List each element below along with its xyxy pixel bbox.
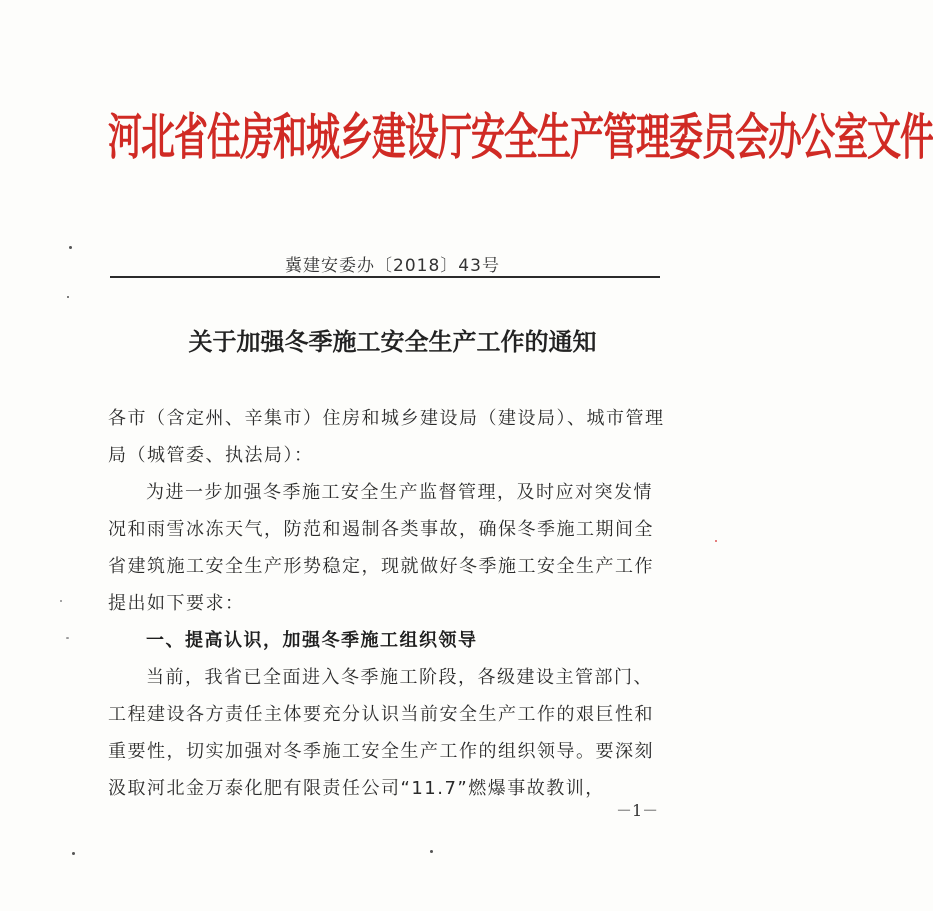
intro-paragraph: 为进一步加强冬季施工安全生产监督管理，及时应对突发情况和雨雪冰冻天气，防范和遏制各类事故，确保冬季施工期间全省建筑施工安全生产形势稳定，现就做好冬季施工安全生产工作提出如下要求：	[108, 482, 654, 614]
scan-speck	[66, 637, 69, 639]
scan-speck	[430, 850, 433, 853]
scan-speck	[60, 600, 62, 602]
page-number: －1－	[616, 801, 659, 820]
document-number: 冀建安委办〔2018〕43号	[285, 256, 500, 276]
scan-speck	[69, 246, 72, 249]
document-title: 关于加强冬季施工安全生产工作的通知	[188, 327, 597, 356]
separator-rule	[110, 276, 660, 278]
scan-speck	[72, 852, 75, 855]
issuer-title: 河北省住房和城乡建设厅安全生产管理委员会办公室文件	[108, 109, 933, 167]
document-body	[108, 400, 668, 807]
section-heading: 一、提高认识，加强冬季施工组织领导	[146, 630, 478, 651]
addressee-paragraph: 各市（含定州、辛集市）住房和城乡建设局（建设局）、城市管理局（城管委、执法局）：	[108, 408, 665, 466]
scan-speck	[67, 296, 69, 298]
scan-speck	[715, 540, 717, 542]
section-paragraph: 当前，我省已全面进入冬季施工阶段，各级建设主管部门、工程建设各方责任主体要充分认识当前安全生产工作的艰巨性和重要性，切实加强对冬季施工安全生产工作的组织领导。要深刻汲取河北金万泰化肥有限责任公司“11.7”燃爆事故教训，	[108, 667, 654, 799]
